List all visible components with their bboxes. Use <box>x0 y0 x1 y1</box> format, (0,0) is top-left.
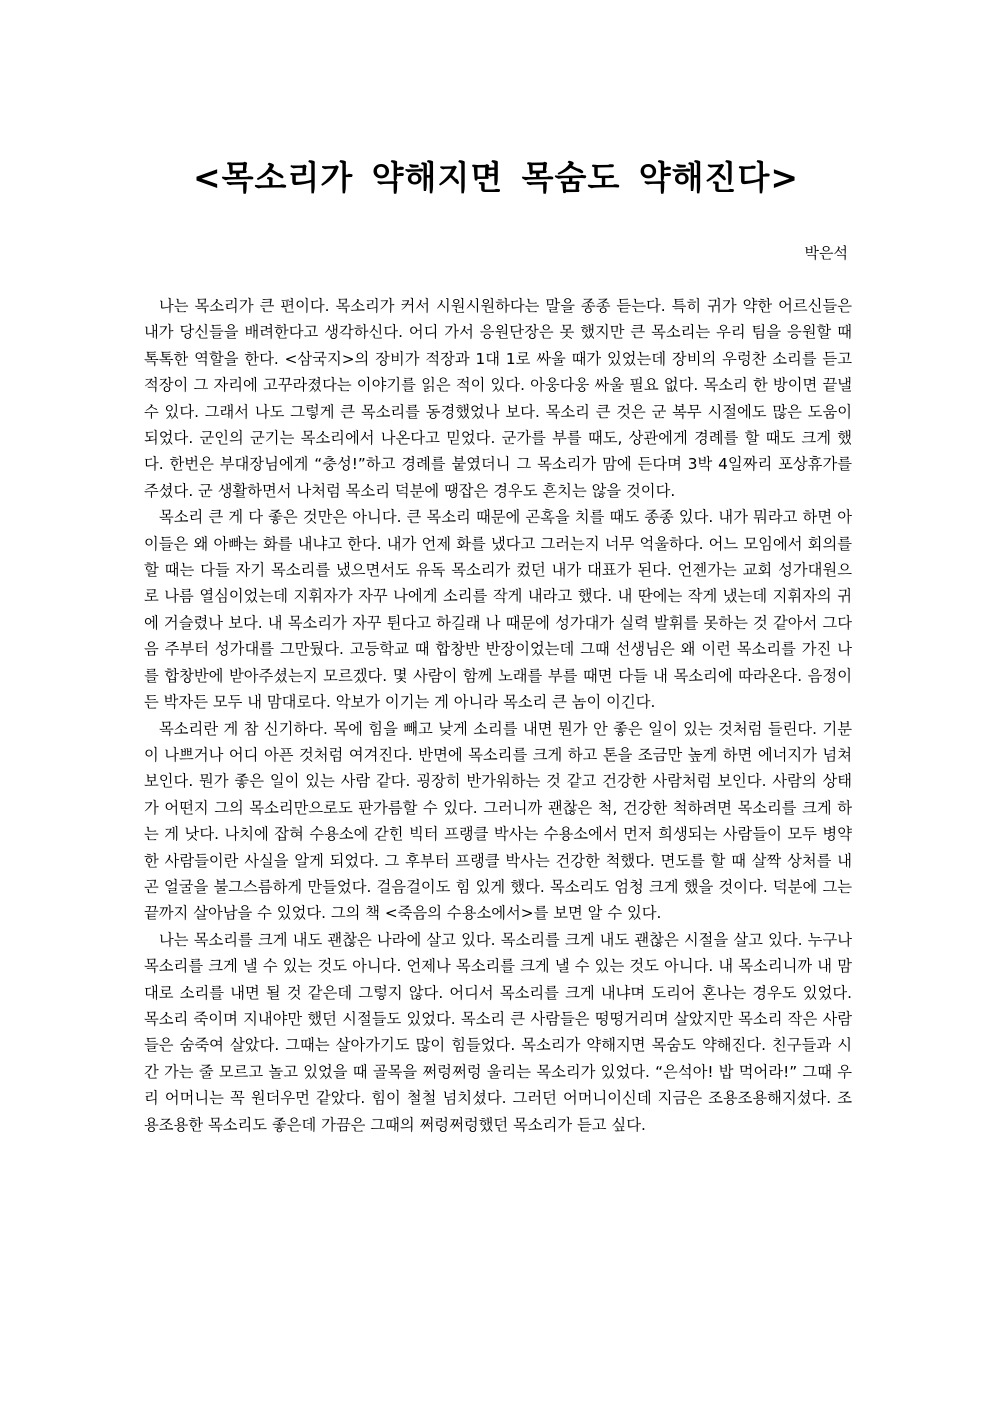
author-name: 박은석 <box>804 244 848 262</box>
document-body <box>144 293 852 1138</box>
document-title: <목소리가 약해지면 목숨도 약해진다> <box>193 158 799 197</box>
paragraph: 나는 목소리를 크게 내도 괜찮은 나라에 살고 있다. 목소리를 크게 내도 괜찮은 시절을 살고 있다. 누구나 목소리를 크게 낼 수 있는 것도 아니다. 언제나 목소리를 크게 낼 수 있는 것도 아니다. 내 목소리니까 내 맘대로 소리를 내면 될 것 같은데 그렇지 않다. 어디서 목소리를 크게 내냐며 도리어 혼나는 경우도 있었다. 목소리 죽이며 지내야만 했던 시절들도 있었다. 목소리 큰 사람들은 떵떵거리며 살았지만 목소리 작은 사람들은 숨죽여 살았다. 그때는 살아가기도 많이 힘들었다. 목소리가 약해지면 목숨도 약해진다. 친구들과 시간 가는 줄 모르고 놀고 있었을 때 골목을 쩌렁쩌렁 울리는 목소리가 있었다. “은석아! 밥 먹어라!” 그때 우리 어머니는 꼭 원더우먼 같았다. 힘이 철철 넘치셨다. 그러던 어머니이신데 지금은 조용조용해지셨다. 조용조용한 목소리도 좋은데 가끔은 그때의 쩌렁쩌렁했던 목소리가 듣고 싶다. <box>144 930 852 1134</box>
paragraph: 나는 목소리가 큰 편이다. 목소리가 커서 시원시원하다는 말을 종종 듣는다. 특히 귀가 약한 어르신들은 내가 당신들을 배려한다고 생각하신다. 어디 가서 응원단장은 못 했지만 큰 목소리는 우리 팀을 응원할 때 톡톡한 역할을 한다. <삼국지>의 장비가 적장과 1대 1로 싸울 때가 있었는데 장비의 우렁찬 소리를 듣고 적장이 그 자리에 고꾸라졌다는 이야기를 읽은 적이 있다. 아웅다웅 싸울 필요 없다. 목소리 한 방이면 끝낼 수 있다. 그래서 나도 그렇게 큰 목소리를 동경했었나 보다. 목소리 큰 것은 군 복무 시절에도 많은 도움이 되었다. 군인의 군기는 목소리에서 나온다고 믿었다. 군가를 부를 때도, 상관에게 경례를 할 때도 크게 했다. 한번은 부대장님에게 “충성!”하고 경례를 붙였더니 그 목소리가 맘에 든다며 3박 4일짜리 포상휴가를 주셨다. 군 생활하면서 나처럼 목소리 덕분에 땡잡은 경우도 흔치는 않을 것이다. <box>144 297 852 500</box>
paragraph: 목소리란 게 참 신기하다. 목에 힘을 빼고 낮게 소리를 내면 뭔가 안 좋은 일이 있는 것처럼 들린다. 기분이 나쁘거나 어디 아픈 것처럼 여겨진다. 반면에 목소리를 크게 하고 톤을 조금만 높게 하면 에너지가 넘쳐 보인다. 뭔가 좋은 일이 있는 사람 같다. 굉장히 반가워하는 것 같고 건강한 사람처럼 보인다. 사람의 상태가 어떤지 그의 목소리만으로도 판가름할 수 있다. 그러니까 괜찮은 척, 건강한 척하려면 목소리를 크게 하는 게 낫다. 나치에 잡혀 수용소에 갇힌 빅터 프랭클 박사는 수용소에서 먼저 희생되는 사람들이 모두 병약한 사람들이란 사실을 알게 되었다. 그 후부터 프랭클 박사는 건강한 척했다. 면도를 할 때 살짝 상처를 내곤 얼굴을 불그스름하게 만들었다. 걸음걸이도 힘 있게 했다. 목소리도 엄청 크게 했을 것이다. 덕분에 그는 끝까지 살아남을 수 있었다. 그의 책 <죽음의 수용소에서>를 보면 알 수 있다. <box>144 719 852 923</box>
paragraph: 목소리 큰 게 다 좋은 것만은 아니다. 큰 목소리 때문에 곤혹을 치를 때도 종종 있다. 내가 뭐라고 하면 아이들은 왜 아빠는 화를 내냐고 한다. 내가 언제 화를 냈다고 그러는지 너무 억울하다. 어느 모임에서 회의를 할 때는 다들 자기 목소리를 냈으면서도 유독 목소리가 컸던 내가 대표가 된다. 언젠가는 교회 성가대원으로 나름 열심이었는데 지휘자가 자꾸 나에게 소리를 작게 내라고 했다. 내 딴에는 작게 냈는데 지휘자의 귀에 거슬렸나 보다. 내 목소리가 자꾸 튄다고 하길래 나 때문에 성가대가 실력 발휘를 못하는 것 같아서 그다음 주부터 성가대를 그만뒀다. 고등학교 때 합창반 반장이었는데 그때 선생님은 왜 이런 목소리를 가진 나를 합창반에 받아주셨는지 모르겠다. 몇 사람이 함께 노래를 부를 때면 다들 내 목소리에 따라온다. 음정이든 박자든 모두 내 맘대로다. 악보가 이기는 게 아니라 목소리 큰 놈이 이긴다. <box>144 508 852 712</box>
